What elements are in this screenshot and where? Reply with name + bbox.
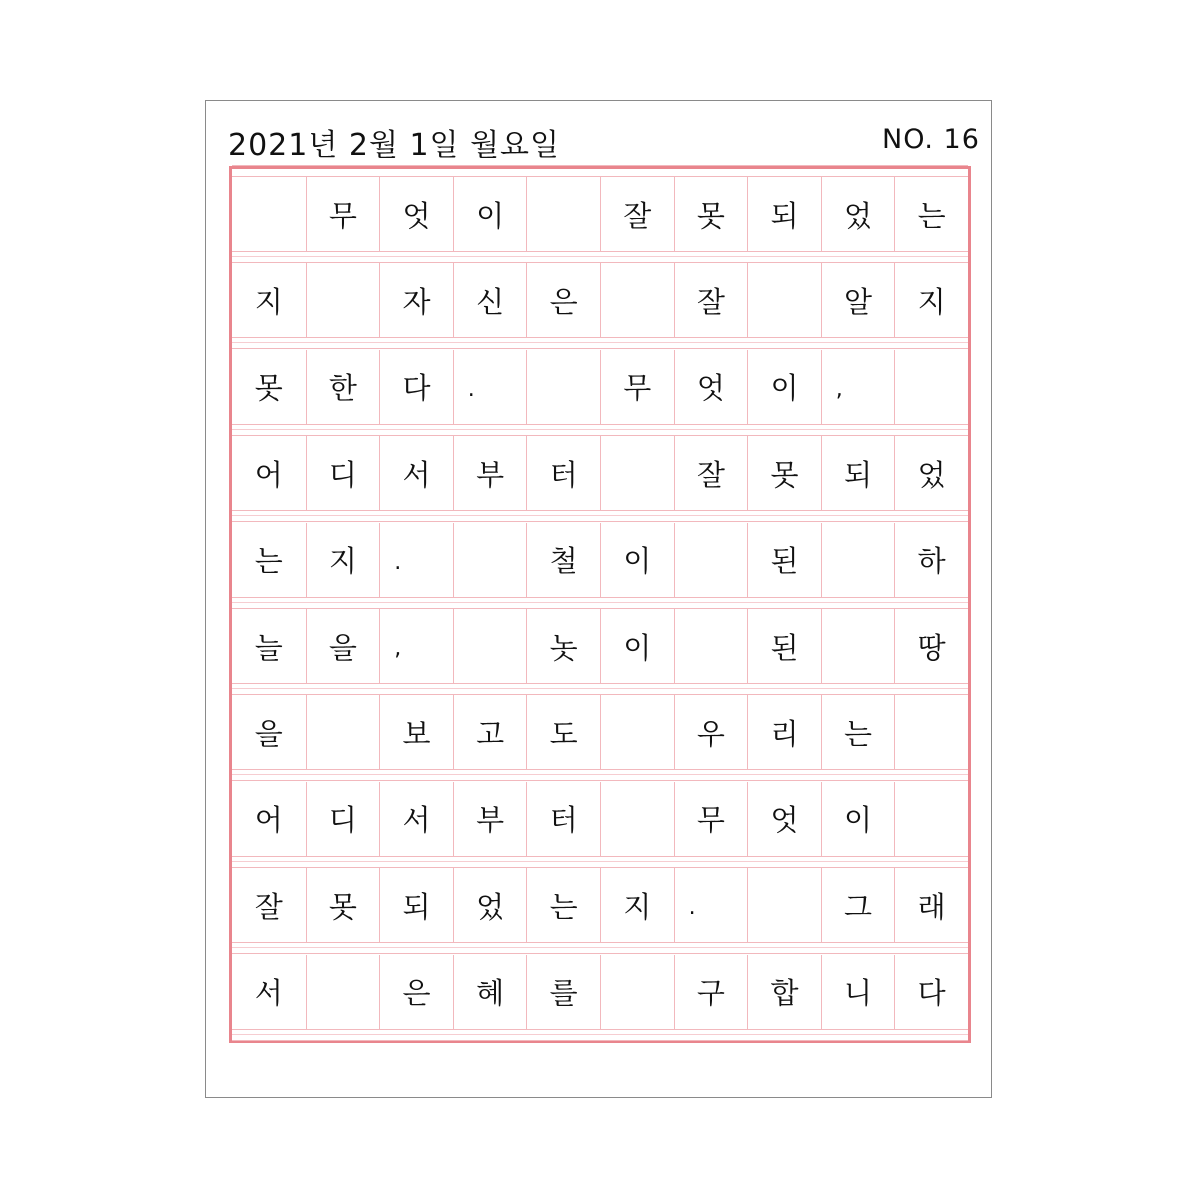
- grid-cell: 이: [600, 609, 674, 683]
- grid-cell: 못: [747, 436, 821, 510]
- grid-cell: [306, 695, 380, 769]
- row-gap-line: [232, 429, 968, 430]
- row-gap-line: [232, 861, 968, 862]
- grid-cell: [894, 782, 968, 856]
- grid-cell: 보: [379, 695, 453, 769]
- page-number: NO. 16: [882, 124, 980, 155]
- grid-cell: 을: [254, 716, 283, 751]
- grid-cell: [821, 609, 895, 683]
- row-gap: [232, 424, 968, 436]
- grid-cell: 는: [526, 868, 600, 942]
- grid-cell: [747, 868, 821, 942]
- grid-cell: [453, 523, 527, 597]
- grid-cell: 서: [379, 436, 453, 510]
- grid-cell: 디: [306, 782, 380, 856]
- grid-cell: 이: [747, 350, 821, 424]
- row-gap: [232, 251, 968, 263]
- grid-cell: 다: [894, 955, 968, 1029]
- row-gap-line: [232, 947, 968, 948]
- row-gap: [232, 597, 968, 609]
- grid-row: [232, 955, 968, 1029]
- grid-cell: 땅: [894, 609, 968, 683]
- grid-cell: [600, 436, 674, 510]
- grid-cell: [600, 263, 674, 337]
- row-gap-line: [232, 515, 968, 516]
- grid-cell: 는: [821, 695, 895, 769]
- grid-cell: [306, 955, 380, 1029]
- manuscript-grid: [229, 166, 971, 1043]
- grid-cell: 어: [254, 803, 283, 838]
- grid-cell: 었: [894, 436, 968, 510]
- grid-cell: 엇: [747, 782, 821, 856]
- grid-cell: 도: [526, 695, 600, 769]
- grid-cell: 잘: [600, 177, 674, 251]
- grid-cell: 터: [526, 436, 600, 510]
- grid-cell: 한: [306, 350, 380, 424]
- row-gap-line: [232, 1034, 968, 1035]
- grid-row: [232, 868, 968, 942]
- grid-cell: .: [674, 868, 748, 942]
- grid-cell: 알: [821, 263, 895, 337]
- grid-cell: 터: [526, 782, 600, 856]
- grid-cell: 었: [821, 177, 895, 251]
- grid-cell: [600, 782, 674, 856]
- grid-cell: 못: [674, 177, 748, 251]
- grid-row: [232, 609, 968, 683]
- grid-cell: .: [379, 523, 453, 597]
- grid-cell: 이: [453, 177, 527, 251]
- grid-row: [232, 350, 968, 424]
- grid-cell: 자: [379, 263, 453, 337]
- row-gap-line: [232, 688, 968, 689]
- grid-cell: 서: [379, 782, 453, 856]
- row-gap-line: [232, 774, 968, 775]
- grid-cell: 된: [747, 609, 821, 683]
- grid-cell: 서: [254, 976, 283, 1011]
- grid-cell: 놋: [526, 609, 600, 683]
- grid-cell: ,: [821, 350, 895, 424]
- grid-cell: [674, 609, 748, 683]
- grid-cell: [306, 263, 380, 337]
- row-gap: [232, 1029, 968, 1041]
- grid-cell: [821, 523, 895, 597]
- row-gap: [232, 769, 968, 781]
- grid-cell: 잘: [254, 889, 283, 924]
- row-gap: [232, 337, 968, 349]
- grid-cell: 되: [821, 436, 895, 510]
- grid-cell: 엇: [379, 177, 453, 251]
- grid-row: [232, 263, 968, 337]
- grid-cell: [232, 177, 306, 251]
- row-gap: [232, 942, 968, 954]
- grid-cell: [453, 609, 527, 683]
- grid-cell: 지: [254, 284, 283, 319]
- grid-cell: [674, 523, 748, 597]
- row-gap: [232, 165, 968, 177]
- grid-cell: 어: [254, 457, 283, 492]
- row-gap-line: [232, 602, 968, 603]
- grid-cell: 은: [526, 263, 600, 337]
- grid-cell: 하: [894, 523, 968, 597]
- grid-cell: .: [453, 350, 527, 424]
- grid-cell: 합: [747, 955, 821, 1029]
- grid-cell: 지: [600, 868, 674, 942]
- grid-row: [232, 177, 968, 251]
- grid-cell: [526, 177, 600, 251]
- grid-row: [232, 436, 968, 510]
- grid-cell: 못: [254, 371, 283, 406]
- grid-cell: [747, 263, 821, 337]
- grid-cell: 니: [821, 955, 895, 1029]
- grid-cell: 늘: [254, 630, 283, 665]
- grid-cell: [600, 695, 674, 769]
- grid-cell: 지: [894, 263, 968, 337]
- grid-cell: 이: [600, 523, 674, 597]
- grid-cell: 었: [453, 868, 527, 942]
- grid-cell: [526, 350, 600, 424]
- diary-date: 2021년 2월 1일 월요일: [228, 128, 561, 163]
- grid-cell: [600, 955, 674, 1029]
- row-gap: [232, 683, 968, 695]
- grid-cell: 철: [526, 523, 600, 597]
- grid-cell: 잘: [674, 263, 748, 337]
- grid-cell: 신: [453, 263, 527, 337]
- grid-cell: ,: [379, 609, 453, 683]
- grid-cell: 을: [306, 609, 380, 683]
- grid-row: [232, 523, 968, 597]
- grid-cell: [894, 350, 968, 424]
- grid-cell: 무: [600, 350, 674, 424]
- grid-cell: 되: [379, 868, 453, 942]
- grid-cell: [894, 695, 968, 769]
- grid-cell: 고: [453, 695, 527, 769]
- grid-cell: 엇: [674, 350, 748, 424]
- row-gap: [232, 510, 968, 522]
- grid-cell: 다: [379, 350, 453, 424]
- grid-cell: 혜: [453, 955, 527, 1029]
- grid-cell: 이: [821, 782, 895, 856]
- grid-cell: 된: [747, 523, 821, 597]
- grid-cell: 디: [306, 436, 380, 510]
- grid-cell: 되: [747, 177, 821, 251]
- grid-cell: 를: [526, 955, 600, 1029]
- grid-cell: 지: [306, 523, 380, 597]
- grid-cell: 은: [379, 955, 453, 1029]
- grid-cell: 우: [674, 695, 748, 769]
- grid-cell: 못: [306, 868, 380, 942]
- grid-cell: 잘: [674, 436, 748, 510]
- row-gap-line: [232, 342, 968, 343]
- grid-cell: 는: [894, 177, 968, 251]
- grid-row: [232, 782, 968, 856]
- grid-row: [232, 695, 968, 769]
- row-gap-line: [232, 256, 968, 257]
- grid-cell: 부: [453, 782, 527, 856]
- grid-cell: 래: [894, 868, 968, 942]
- grid-cell: 구: [674, 955, 748, 1029]
- grid-cell: 부: [453, 436, 527, 510]
- row-gap: [232, 856, 968, 868]
- grid-cell: 는: [254, 544, 283, 579]
- grid-cell: 그: [821, 868, 895, 942]
- grid-cell: 무: [306, 177, 380, 251]
- grid-cell: 리: [747, 695, 821, 769]
- grid-cell: 무: [674, 782, 748, 856]
